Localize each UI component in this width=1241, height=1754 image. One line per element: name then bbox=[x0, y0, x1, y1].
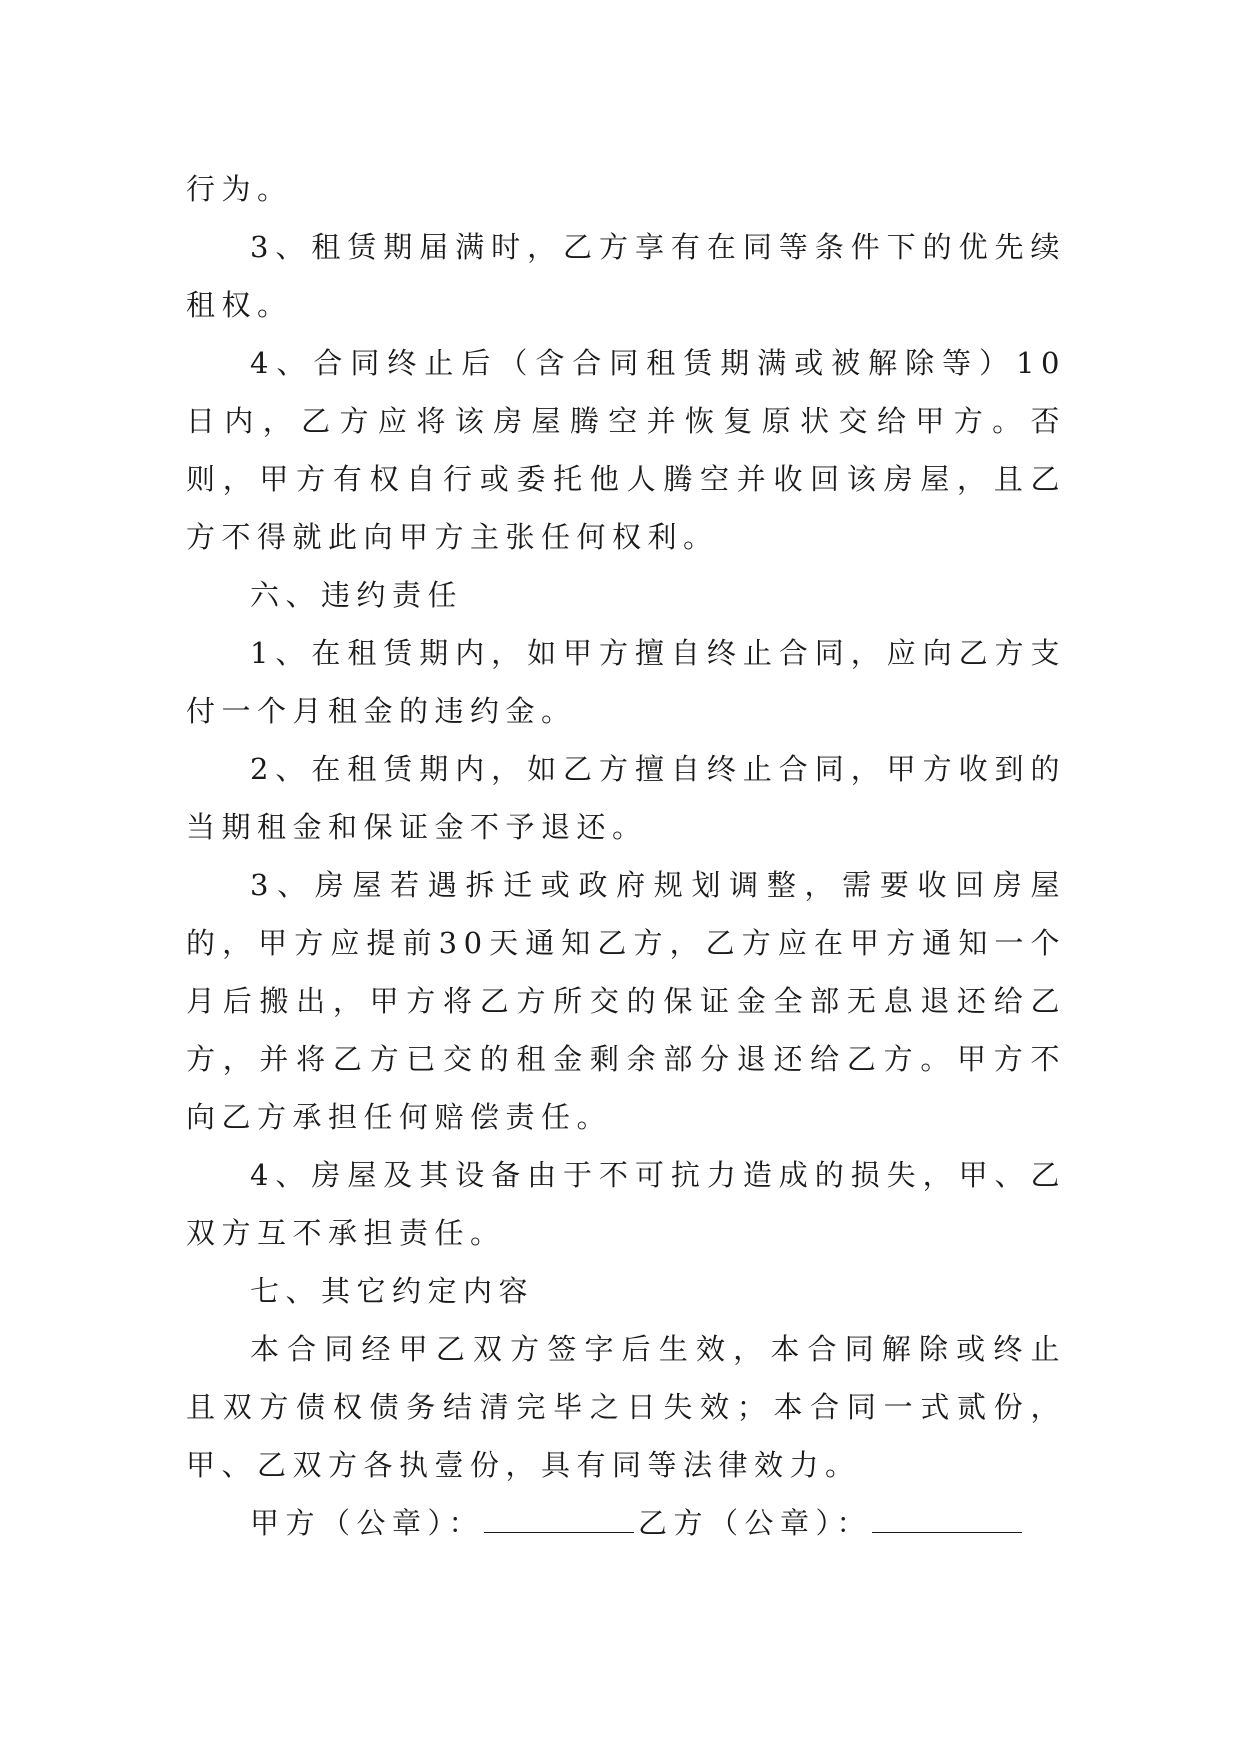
paragraph-clause-6-3: 3、房屋若遇拆迁或政府规划调整，需要收回房屋的，甲方应提前30天通知乙方，乙方应在甲方通知一个月后搬出，甲方将乙方所交的保证金全部无息退还给乙方，并将乙方已交的租金剩余部分退还给乙方。甲方不向乙方承担任何赔偿责任。 bbox=[186, 868, 1066, 1134]
party-b-seal-label: 乙方（公章）： bbox=[638, 1506, 873, 1540]
signature-line bbox=[186, 1494, 1066, 1552]
paragraph-clause-6-2: 2、在租赁期内，如乙方擅自终止合同，甲方收到的当期租金和保证金不予退还。 bbox=[186, 752, 1066, 844]
paragraph-clause-5-4: 4、合同终止后（含合同租赁期满或被解除等）10日内，乙方应将该房屋腾空并恢复原状交给甲方。否则，甲方有权自行或委托他人腾空并收回该房屋，且乙方不得就此向甲方主张任何权利。 bbox=[186, 346, 1066, 554]
document-body bbox=[186, 160, 1066, 1552]
paragraph-continuation: 行为。 bbox=[186, 172, 293, 206]
paragraph-clause-5-3: 3、租赁期届满时，乙方享有在同等条件下的优先续租权。 bbox=[186, 230, 1066, 322]
paragraph-clause-6-4: 4、房屋及其设备由于不可抗力造成的损失，甲、乙双方互不承担责任。 bbox=[186, 1158, 1066, 1250]
paragraph-clause-6-1: 1、在租赁期内，如甲方擅自终止合同，应向乙方支付一个月租金的违约金。 bbox=[186, 636, 1066, 728]
party-a-seal-label: 甲方（公章）： bbox=[250, 1506, 485, 1540]
party-a-signature-blank[interactable] bbox=[484, 1508, 634, 1533]
paragraph-effectiveness: 本合同经甲乙双方签字后生效，本合同解除或终止且双方债权债务结清完毕之日失效；本合同一式贰份，甲、乙双方各执壹份，具有同等法律效力。 bbox=[186, 1332, 1066, 1482]
section-heading-other-terms: 七、其它约定内容 bbox=[250, 1274, 535, 1308]
section-heading-breach-liability: 六、违约责任 bbox=[250, 578, 464, 612]
party-b-signature-blank[interactable] bbox=[872, 1508, 1022, 1533]
